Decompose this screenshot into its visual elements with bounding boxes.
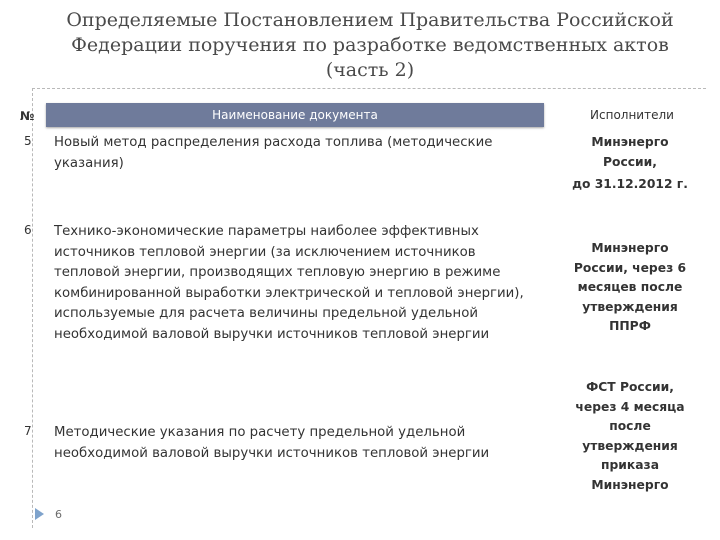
executor-line: утверждения <box>582 438 678 453</box>
row-document-7: Методические указания по расчету предельной удельной необходимой валовой выручки источников тепловой энергии <box>54 425 490 461</box>
executor-line: через 4 месяца <box>575 399 685 414</box>
title-line-3: (часть 2) <box>325 59 415 81</box>
executor-line: после <box>609 419 651 433</box>
column-header-number: № <box>20 109 35 123</box>
executor-line: утверждения <box>582 299 678 314</box>
row-executor-5 <box>560 133 700 195</box>
executor-line: приказа <box>600 458 659 472</box>
executor-line: ФСТ России, <box>586 380 674 394</box>
executor-line: Минэнерго <box>591 477 669 492</box>
title-divider <box>32 88 706 89</box>
executor-line: месяцев после <box>577 280 683 294</box>
row-number-5: 5 <box>24 134 32 148</box>
executor-line: Минэнерго <box>591 241 669 255</box>
executor-line: России, <box>603 154 657 169</box>
row-executor-6 <box>560 239 700 337</box>
title-line-2: Федерации поручения по разработке ведомственных актов <box>71 34 669 56</box>
executor-line: Минэнерго <box>591 135 669 149</box>
row-executor-7 <box>560 378 700 495</box>
column-header-document: Наименование документа <box>46 103 544 127</box>
executor-line: России, через 6 <box>573 260 687 275</box>
executor-line: ППРФ <box>609 319 651 333</box>
row-document-6: Технико-экономические параметры наиболее эффективных источников тепловой энергии (за исключением источников тепловой энергии, производящих тепловую энергию в режиме комбинированной выработки электрической и тепловой энергии), используемые для расчета величины предельной удельной необходимой валовой выручки источников тепловой энергии <box>54 224 524 342</box>
row-number-6: 6 <box>24 223 32 237</box>
column-header-executors: Исполнители <box>590 108 674 122</box>
title-line-1: Определяемые Постановлением Правительства Российской <box>66 9 674 31</box>
row-number-7: 7 <box>24 424 32 438</box>
page-number: 6 <box>55 508 62 521</box>
left-divider <box>32 88 33 528</box>
row-document-5: Новый метод распределения расхода топлива (методические указания) <box>54 135 493 171</box>
executor-line: до 31.12.2012 г. <box>572 177 688 191</box>
triangle-right-icon <box>35 508 44 520</box>
slide-title <box>40 8 700 83</box>
